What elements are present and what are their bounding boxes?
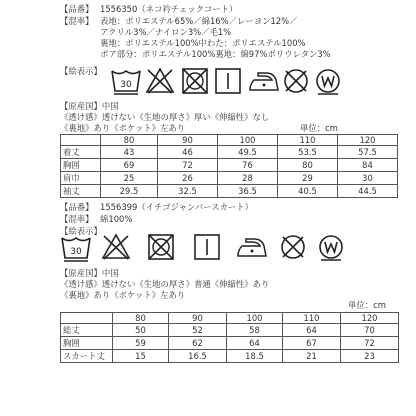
wash-30-icon (60, 233, 92, 263)
product1-properties: 《透け感》透けない《生地の厚さ》厚い《伸縮性》なし (60, 112, 270, 122)
wash-30-icon (110, 66, 142, 96)
table-header-row: 80 90 100 110 120 (61, 135, 398, 146)
product1-size-table (60, 134, 398, 198)
no-tumble-dry-icon (180, 66, 210, 96)
wet-clean-icon (316, 232, 346, 262)
product1-lining: 《裏地》あり《ポケット》左あり (60, 123, 186, 133)
product2-code: 【品番】 1556399（イチゴジャンバースカート） (60, 202, 254, 212)
product2-size-table (60, 312, 399, 363)
line-dry-icon (192, 232, 222, 262)
product2-unit: 単位：cm (348, 300, 386, 310)
table-row: 着丈 43 46 49.5 53.5 57.5 (61, 146, 398, 159)
table-row: 胸囲 59 62 64 67 72 (61, 337, 399, 350)
no-dry-clean-icon (281, 66, 311, 96)
no-tumble-dry-icon (146, 232, 176, 262)
no-bleach-icon (100, 232, 132, 262)
product2-properties: 《透け感》透けない《生地の厚さ》普通《伸縮性》あり (60, 279, 270, 289)
product1-composition: 【混率】 表地：ポリエステル65%／綿16%／レーヨン12%／ アクリル3%／ナイロン3%／毛1% 裏地：ポリエステル100%中わた：ポリエステル100% ボア部分：ポリエステル100%裏地：綿97%ポリウレタン3% (60, 16, 331, 59)
table-row: 肩巾 25 26 28 29 30 (61, 172, 398, 185)
product2-care-label: 【絵表示】 (60, 226, 102, 236)
product2-origin: 【原産国】中国 (60, 268, 119, 278)
no-bleach-icon (144, 66, 176, 96)
line-dry-icon (213, 66, 243, 96)
svg-text:30: 30 (70, 247, 82, 257)
iron-low-icon (246, 66, 282, 96)
product1-code: 【品番】 1556350（ネコ衿チェックコート） (60, 4, 238, 14)
table-row: 総丈 50 52 58 64 70 (61, 324, 399, 337)
no-dry-clean-icon (278, 232, 308, 262)
table-row: 胸囲 69 72 76 80 84 (61, 159, 398, 172)
wet-clean-icon (313, 66, 343, 96)
iron-low-icon (234, 232, 270, 262)
product1-origin: 【原産国】中国 (60, 101, 119, 111)
table-header-row: 80 90 100 110 120 (61, 313, 399, 324)
product2-lining: 《裏地》あり《ポケット》左あり (60, 290, 186, 300)
product2-composition: 【混率】 綿100% (60, 214, 133, 224)
product1-unit: 単位：cm (300, 123, 338, 133)
table-row: 袖丈 29.5 32.5 36.5 40.5 44.5 (61, 185, 398, 198)
table-row: スカート丈 15 16.5 18.5 21 23 (61, 350, 399, 363)
product1-care-label: 【絵表示】 (60, 66, 102, 76)
svg-text:30: 30 (120, 80, 132, 90)
